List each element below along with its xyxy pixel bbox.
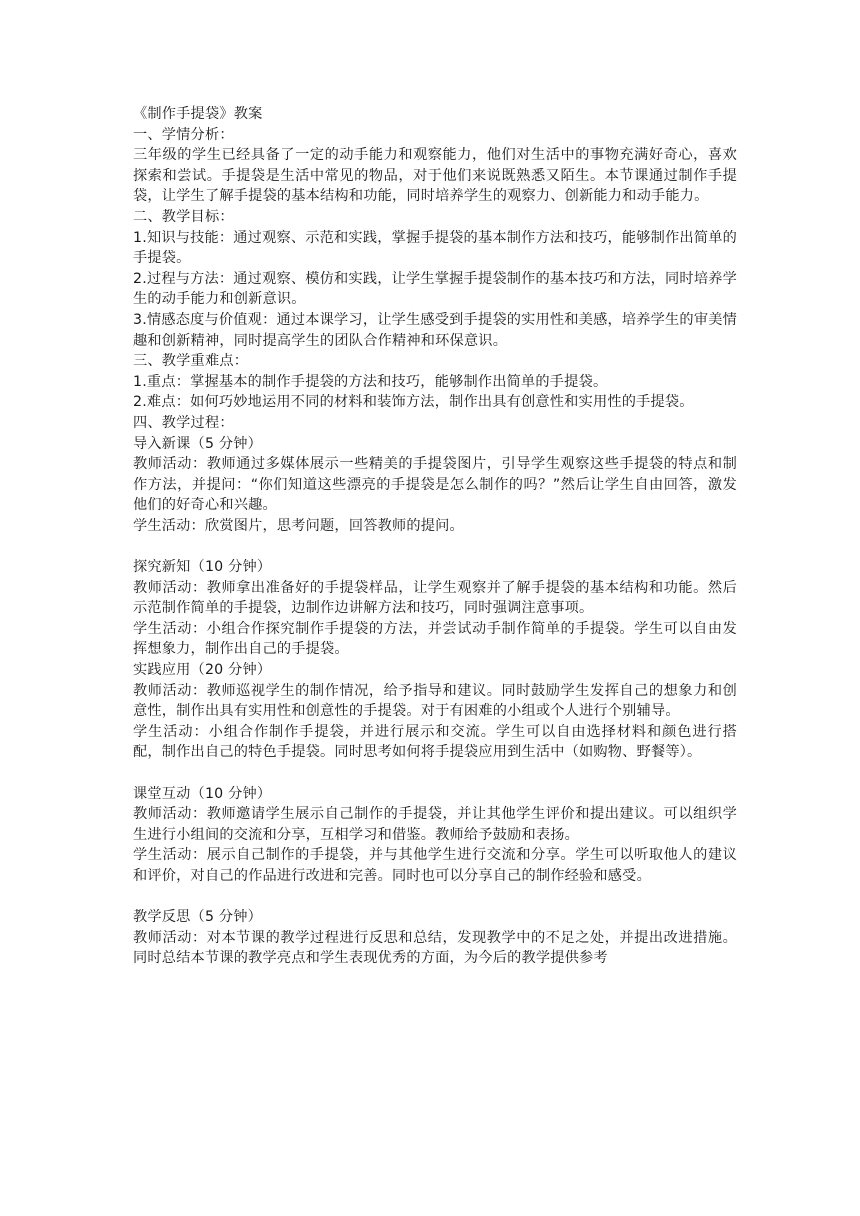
stage-title-interaction: 课堂互动（10 分钟）: [133, 785, 272, 802]
stage-title-practice: 实践应用（20 分钟）: [133, 662, 272, 679]
section-heading-goals: 二、教学目标：: [133, 208, 234, 225]
blank-line: [133, 763, 737, 784]
stage-intro-student: 学生活动：欣赏图片，思考问题，回答教师的提问。: [133, 517, 464, 534]
stage-intro-teacher: 教师活动：教师通过多媒体展示一些精美的手提袋图片，引导学生观察这些手提袋的特点和制作方法，并提问：“你们知道这些漂亮的手提袋是怎么制作的吗？”然后让学生自由回答，激发他们的好奇心和兴趣。: [133, 456, 737, 514]
goal-item-process: 2.过程与方法：通过观察、模仿和实践，让学生掌握手提袋制作的基本技巧和方法，同时培养学生的动手能力和创新意识。: [133, 270, 737, 308]
section-heading-process: 四、教学过程：: [133, 414, 234, 431]
blank-line: [133, 536, 737, 557]
section-heading-key-points: 三、教学重难点：: [133, 353, 249, 370]
paragraph-analysis: 三年级的学生已经具备了一定的动手能力和观察能力，他们对生活中的事物充满好奇心，喜欢探索和尝试。手提袋是生活中常见的物品，对于他们来说既熟悉又陌生。本节课通过制作手提袋，让学生了解手提袋的基本结构和功能，同时培养学生的观察力、创新能力和动手能力。: [133, 147, 737, 205]
stage-explore-student: 学生活动：小组合作探究制作手提袋的方法，并尝试动手制作简单的手提袋。学生可以自由发挥想象力，制作出自己的手提袋。: [133, 620, 737, 658]
section-heading-analysis: 一、学情分析：: [133, 126, 234, 143]
stage-title-reflection: 教学反思（5 分钟）: [133, 909, 263, 926]
blank-line: [133, 887, 737, 908]
key-point-item: 1.重点：掌握基本的制作手提袋的方法和技巧，能够制作出简单的手提袋。: [133, 373, 608, 390]
stage-title-intro: 导入新课（5 分钟）: [133, 435, 263, 452]
goal-item-knowledge: 1.知识与技能：通过观察、示范和实践，掌握手提袋的基本制作方法和技巧，能够制作出简单的手提袋。: [133, 229, 737, 267]
stage-practice-teacher: 教师活动：教师巡视学生的制作情况，给予指导和建议。同时鼓励学生发挥自己的想象力和创意性，制作出具有实用性和创意性的手提袋。对于有困难的小组或个人进行个别辅导。: [133, 682, 737, 720]
stage-interaction-teacher: 教师活动：教师邀请学生展示自己制作的手提袋，并让其他学生评价和提出建议。可以组织学生进行小组间的交流和分享，互相学习和借鉴。教师给予鼓励和表扬。: [133, 806, 737, 843]
stage-explore-teacher: 教师活动：教师拿出准备好的手提袋样品，让学生观察并了解手提袋的基本结构和功能。然后示范制作简单的手提袋，边制作边讲解方法和技巧，同时强调注意事项。: [133, 579, 737, 617]
stage-interaction-student: 学生活动：展示自己制作的手提袋，并与其他学生进行交流和分享。学生可以听取他人的建议和评价，对自己的作品进行改进和完善。同时也可以分享自己的制作经验和感受。: [133, 847, 737, 884]
difficult-point-item: 2.难点：如何巧妙地运用不同的材料和装饰方法，制作出具有创意性和实用性的手提袋。: [133, 394, 694, 411]
document-body: [133, 104, 737, 969]
goal-item-emotion: 3.情感态度与价值观：通过本课学习，让学生感受到手提袋的实用性和美感，培养学生的审美情趣和创新精神，同时提高学生的团队合作精神和环保意识。: [133, 311, 737, 349]
document-title: 《制作手提袋》教案: [133, 106, 263, 122]
stage-title-explore: 探究新知（10 分钟）: [133, 559, 272, 576]
stage-practice-student: 学生活动：小组合作制作手提袋，并进行展示和交流。学生可以自由选择材料和颜色进行搭配，制作出自己的特色手提袋。同时思考如何将手提袋应用到生活中（如购物、野餐等）。: [133, 723, 737, 761]
stage-reflection-teacher: 教师活动：对本节课的教学过程进行反思和总结，发现教学中的不足之处，并提出改进措施。同时总结本节课的教学亮点和学生表现优秀的方面，为今后的教学提供参考: [133, 929, 737, 967]
